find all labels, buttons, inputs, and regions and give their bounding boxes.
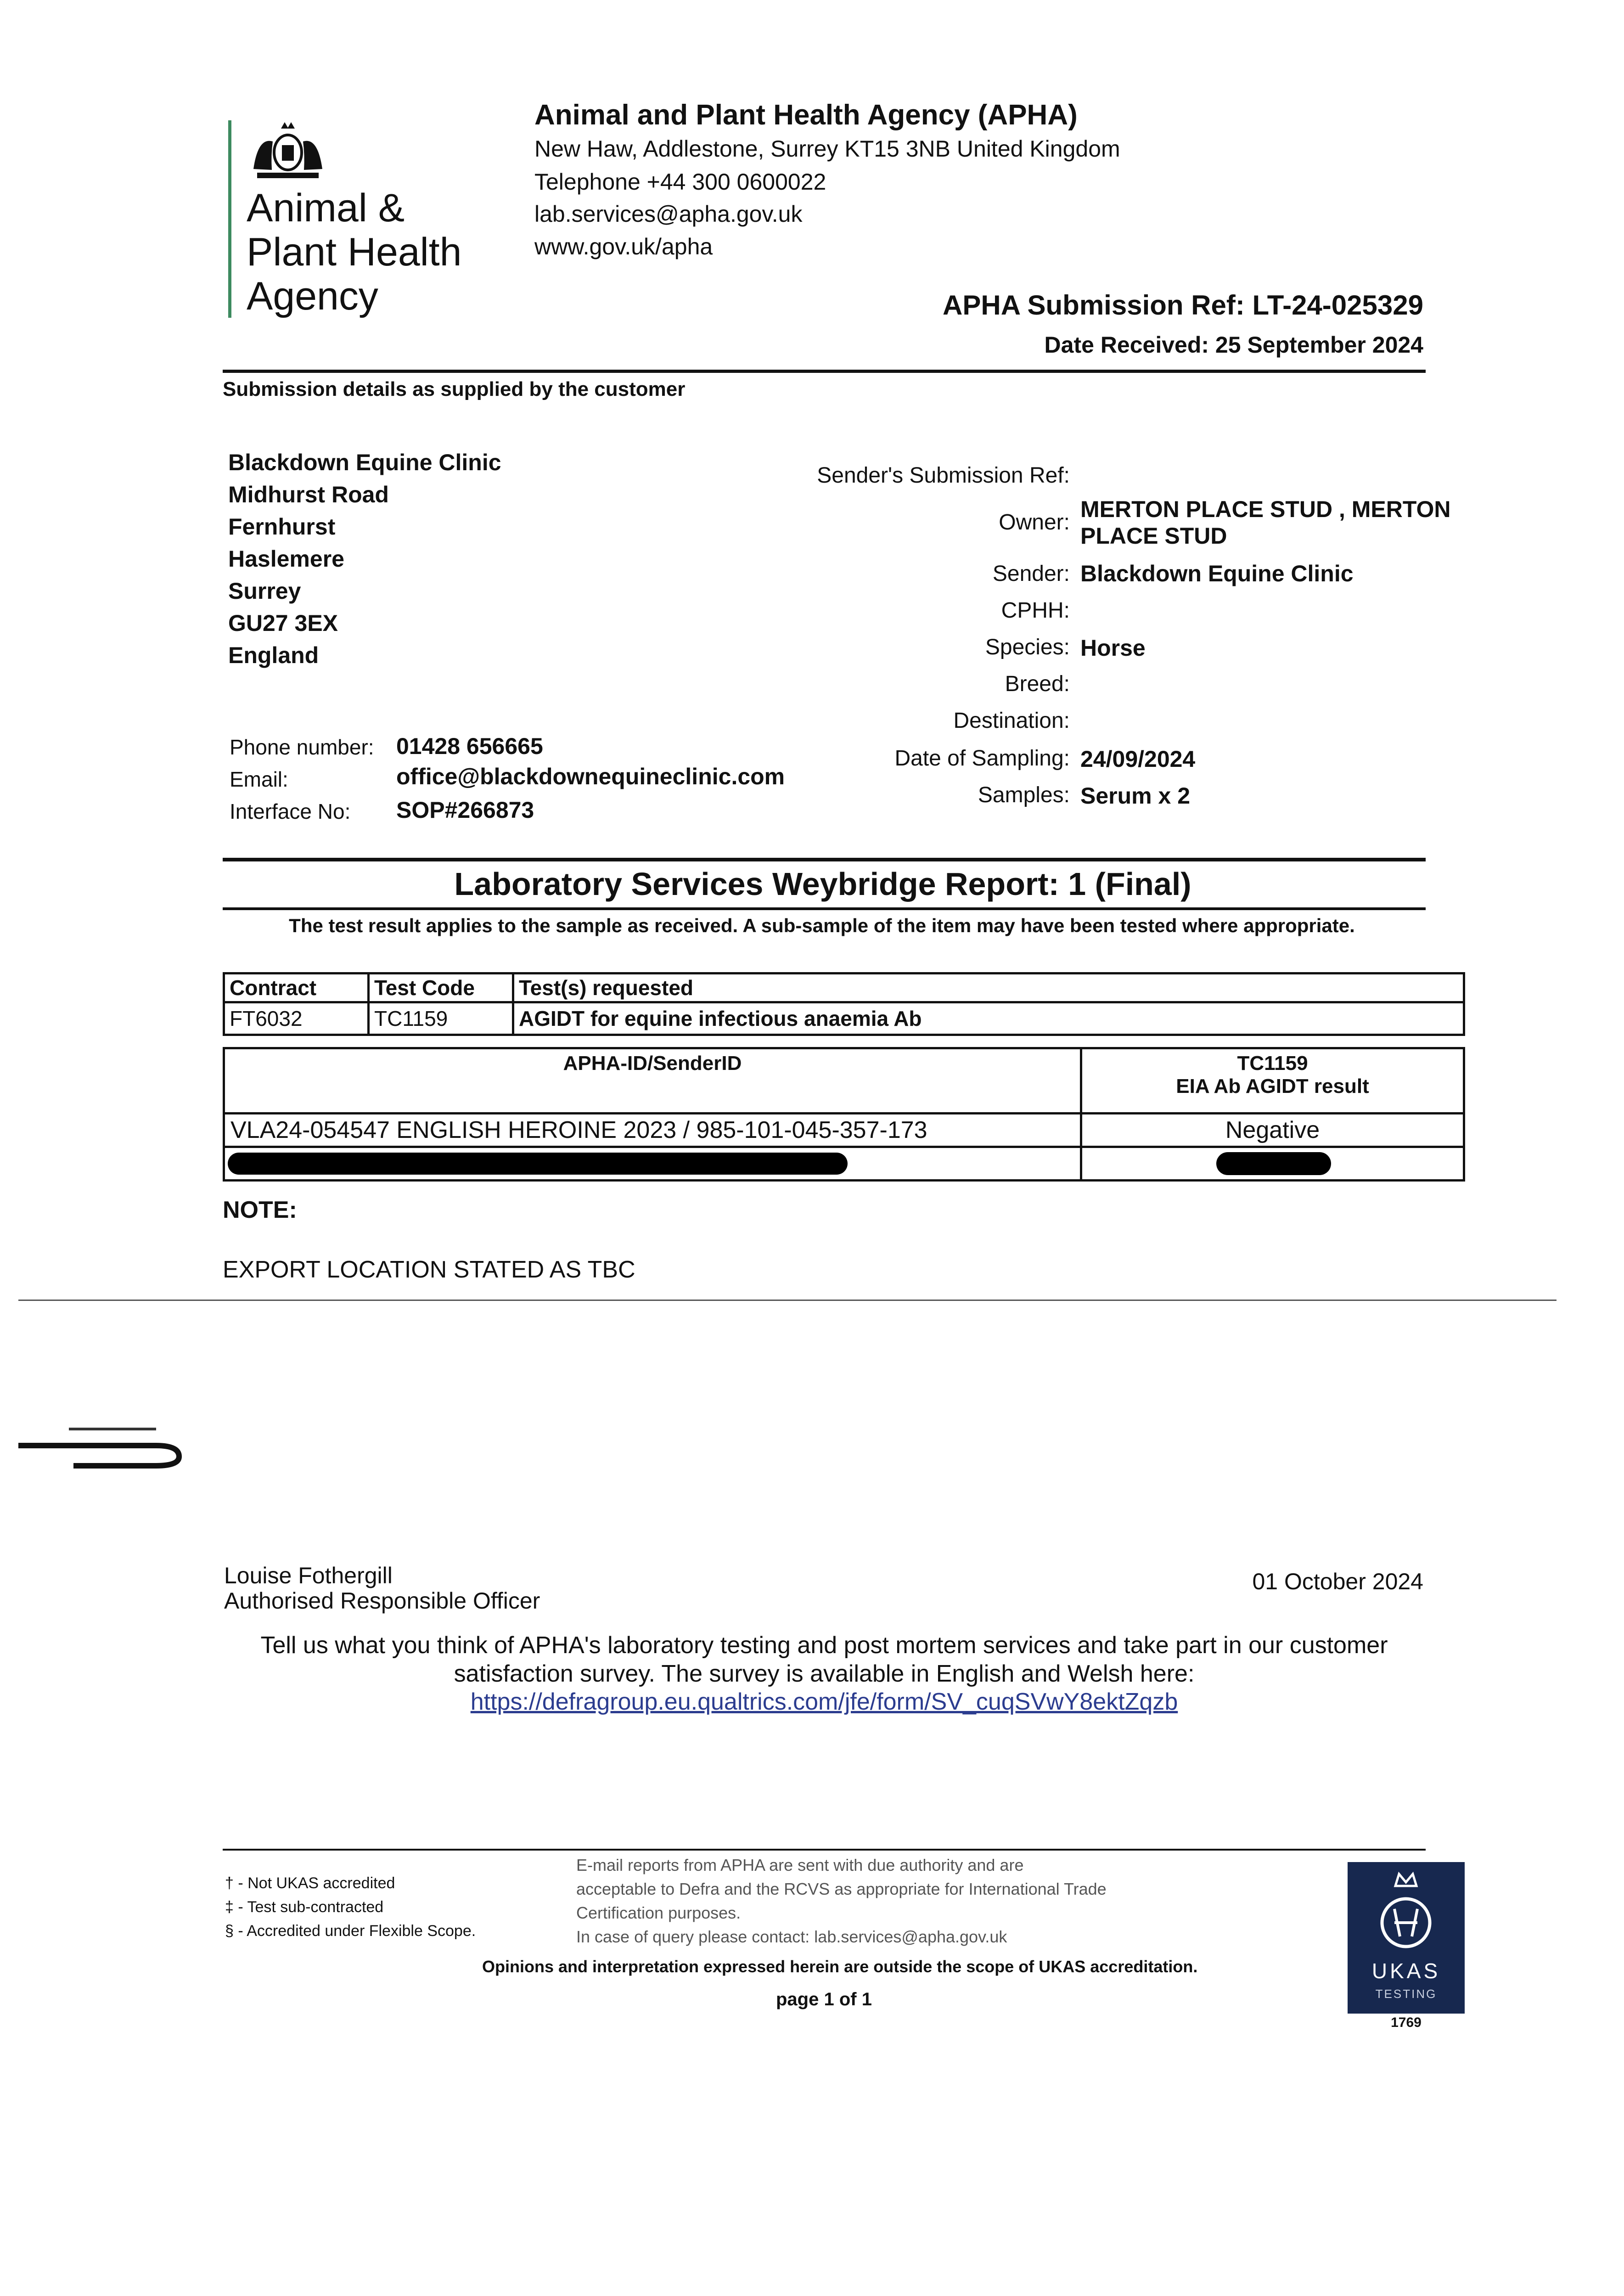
legend-not-accredited: † - Not UKAS accredited (225, 1874, 395, 1892)
contract-cell: FT6032 (224, 1002, 369, 1035)
legend-flexible-scope: § - Accredited under Flexible Scope. (225, 1922, 476, 1940)
ukas-crown-icon (1371, 1868, 1440, 1955)
senders-ref-label: Sender's Submission Ref: (817, 463, 1070, 488)
disclaimer-line: acceptable to Defra and the RCVS as appropriate for International Trade (576, 1880, 1107, 1898)
agency-logo-line: Animal & (247, 186, 405, 230)
address-line: Haslemere (228, 546, 344, 572)
agency-logo-line: Agency (247, 274, 378, 318)
disclaimer-line: Certification purposes. (576, 1903, 741, 1922)
results-table (223, 1047, 1465, 1182)
apha-id-header-label: APHA-ID/SenderID (563, 1052, 742, 1075)
ukas-number: 1769 (1391, 2015, 1422, 2030)
address-line: England (228, 642, 319, 668)
table-row (224, 1002, 1464, 1035)
samples-label: Samples: (978, 783, 1070, 807)
org-name: Animal and Plant Health Agency (APHA) (534, 99, 1078, 131)
survey-text: Tell us what you think of APHA's laboratory testing and post mortem services and take part in our customer satisfaction survey. The survey is available in English and Welsh here: (260, 1632, 1388, 1687)
table-row (224, 1114, 1464, 1147)
ukas-badge (1348, 1862, 1465, 2014)
owner-label: Owner: (999, 510, 1070, 535)
header-divider (223, 370, 1426, 373)
samples-value: Serum x 2 (1080, 783, 1191, 809)
column-header: Test(s) requested (513, 974, 1464, 1002)
column-header: Contract (224, 974, 369, 1002)
phone-label: Phone number: (230, 735, 374, 759)
result-header-code: TC1159 (1237, 1052, 1308, 1075)
report-date: 01 October 2024 (1252, 1569, 1423, 1594)
address-line: Blackdown Equine Clinic (228, 450, 501, 475)
sampling-date-value: 24/09/2024 (1080, 746, 1196, 772)
officer-title: Authorised Responsible Officer (224, 1588, 540, 1614)
report-top-rule (223, 858, 1426, 861)
email-value[interactable]: office@blackdownequineclinic.com (396, 764, 785, 789)
result-cell: Negative (1081, 1114, 1464, 1147)
royal-coat-of-arms-icon (244, 118, 332, 183)
destination-label: Destination: (953, 709, 1070, 733)
owner-value: MERTON PLACE STUD , MERTON (1080, 496, 1451, 522)
address-line: Surrey (228, 578, 301, 604)
address-line: GU27 3EX (228, 610, 338, 636)
species-label: Species: (985, 635, 1070, 659)
sender-label: Sender: (992, 562, 1070, 586)
org-address: New Haw, Addlestone, Surrey KT15 3NB United Kingdom (534, 136, 1120, 162)
email-label: Email: (230, 767, 288, 791)
apha-id-header (224, 1048, 1081, 1114)
result-applies-note: The test result applies to the sample as received. A sub-sample of the item may have been tested where appropriate. (289, 915, 1355, 936)
logo-green-rule (228, 120, 231, 318)
breed-label: Breed: (1005, 672, 1070, 696)
submission-ref: APHA Submission Ref: LT-24-025329 (943, 290, 1423, 321)
ukas-name: UKAS (1371, 1959, 1441, 1983)
interface-label: Interface No: (230, 799, 351, 823)
disclaimer-line: In case of query please contact: lab.services@apha.gov.uk (576, 1927, 1007, 1946)
page-fold-line (18, 1300, 1557, 1301)
redaction-mark (1216, 1152, 1331, 1175)
note-text: EXPORT LOCATION STATED AS TBC (223, 1256, 635, 1283)
test-code-cell: TC1159 (369, 1002, 513, 1035)
column-header: Test Code (369, 974, 513, 1002)
org-website[interactable]: www.gov.uk/apha (534, 234, 713, 259)
address-line: Midhurst Road (228, 482, 389, 507)
ukas-sub: TESTING (1375, 1987, 1437, 2001)
email-disclaimer (576, 1853, 1219, 1949)
agency-logo-line: Plant Health (247, 230, 462, 274)
table-header-row (224, 974, 1464, 1002)
table-header-row (224, 1048, 1464, 1114)
interface-value: SOP#266873 (396, 797, 534, 823)
report-bottom-rule (223, 907, 1426, 910)
sample-id-cell: VLA24-054547 ENGLISH HEROINE 2023 / 985-101-045-357-173 (224, 1114, 1081, 1147)
table-row-redacted (224, 1147, 1464, 1181)
result-header (1081, 1048, 1464, 1114)
legend-sub-contracted: ‡ - Test sub-contracted (225, 1898, 384, 1916)
submission-caption: Submission details as supplied by the customer (223, 378, 686, 400)
report-title: Laboratory Services Weybridge Report: 1 (Final) (454, 866, 1191, 902)
note-label: NOTE: (223, 1197, 297, 1223)
phone-value: 01428 656665 (396, 733, 543, 759)
org-email[interactable]: lab.services@apha.gov.uk (534, 201, 803, 227)
page-number: page 1 of 1 (776, 1989, 872, 2009)
sample-id-cell-redacted (224, 1147, 1081, 1181)
redaction-mark (228, 1153, 848, 1175)
cphh-label: CPHH: (1001, 598, 1070, 623)
agency-logo-text (247, 186, 462, 318)
footer-rule (223, 1849, 1426, 1851)
paperclip-icon (18, 1424, 184, 1469)
date-received: Date Received: 25 September 2024 (1044, 332, 1423, 358)
result-header-label: EIA Ab AGIDT result (1176, 1075, 1369, 1097)
owner-value-cont: PLACE STUD (1080, 523, 1227, 549)
tests-table (223, 972, 1465, 1036)
disclaimer-line: E-mail reports from APHA are sent with due authority and are (576, 1856, 1024, 1874)
accreditation-disclaimer: Opinions and interpretation expressed herein are outside the scope of UKAS accreditation. (482, 1957, 1198, 1976)
species-value: Horse (1080, 635, 1146, 661)
survey-link[interactable]: https://defragroup.eu.qualtrics.com/jfe/form/SV_cuqSVwY8ektZqzb (470, 1688, 1178, 1715)
test-requested-cell: AGIDT for equine infectious anaemia Ab (513, 1002, 1464, 1035)
officer-name: Louise Fothergill (224, 1563, 393, 1588)
sender-value: Blackdown Equine Clinic (1080, 561, 1354, 586)
address-line: Fernhurst (228, 514, 336, 540)
result-cell-redacted (1081, 1147, 1464, 1181)
org-telephone: Telephone +44 300 0600022 (534, 169, 826, 195)
sampling-date-label: Date of Sampling: (894, 746, 1070, 771)
